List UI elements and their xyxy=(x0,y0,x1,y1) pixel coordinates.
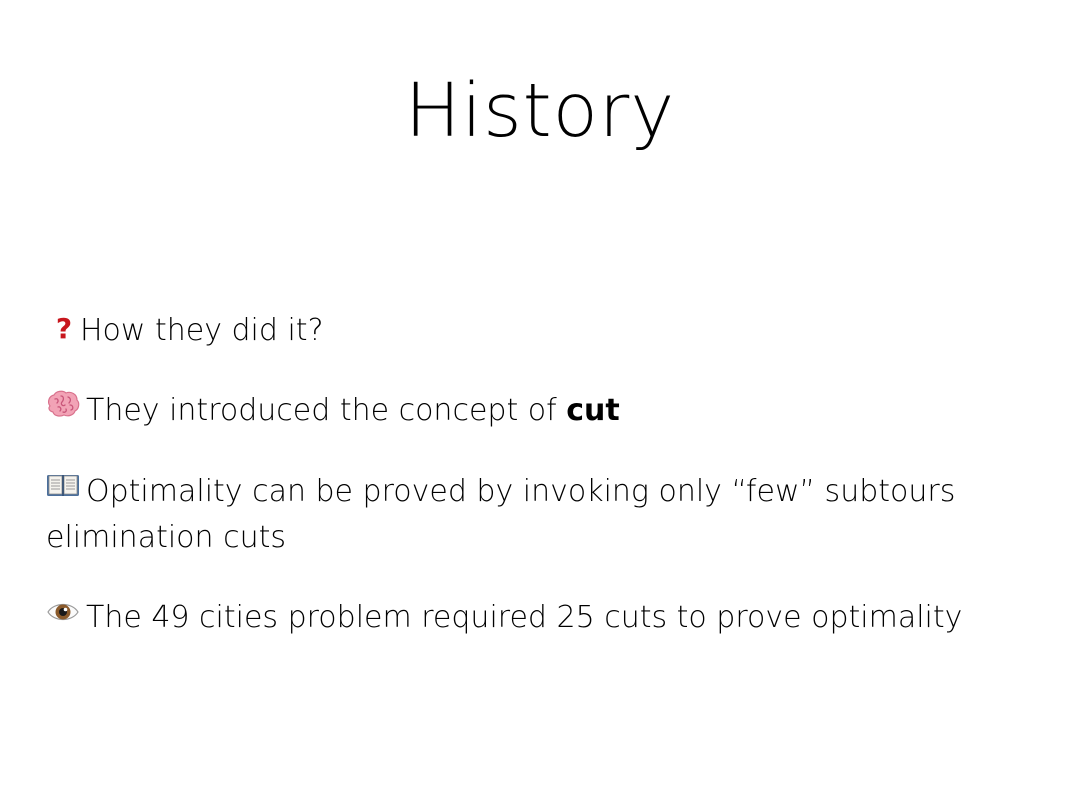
bullet-item xyxy=(46,595,1006,642)
bullet-text: Optimality can be proved by invoking only “few” subtours elimination cuts xyxy=(46,473,956,555)
bullet-item xyxy=(46,388,1006,435)
bullet-item xyxy=(46,308,1006,354)
bullet-text: They introduced the concept of xyxy=(86,393,567,428)
question-mark-icon: ? xyxy=(55,311,73,345)
bullet-text: The 49 cities problem required 25 cuts to prove optimality xyxy=(86,600,963,635)
bullet-text: How they did it? xyxy=(80,313,324,348)
bullet-item xyxy=(46,469,1006,562)
slide-title: History xyxy=(404,68,676,154)
bold-term: cut xyxy=(566,393,620,428)
brain-icon xyxy=(46,386,80,432)
eye-icon xyxy=(46,593,80,639)
open-book-icon xyxy=(46,466,80,512)
bullet-list xyxy=(46,308,1006,676)
